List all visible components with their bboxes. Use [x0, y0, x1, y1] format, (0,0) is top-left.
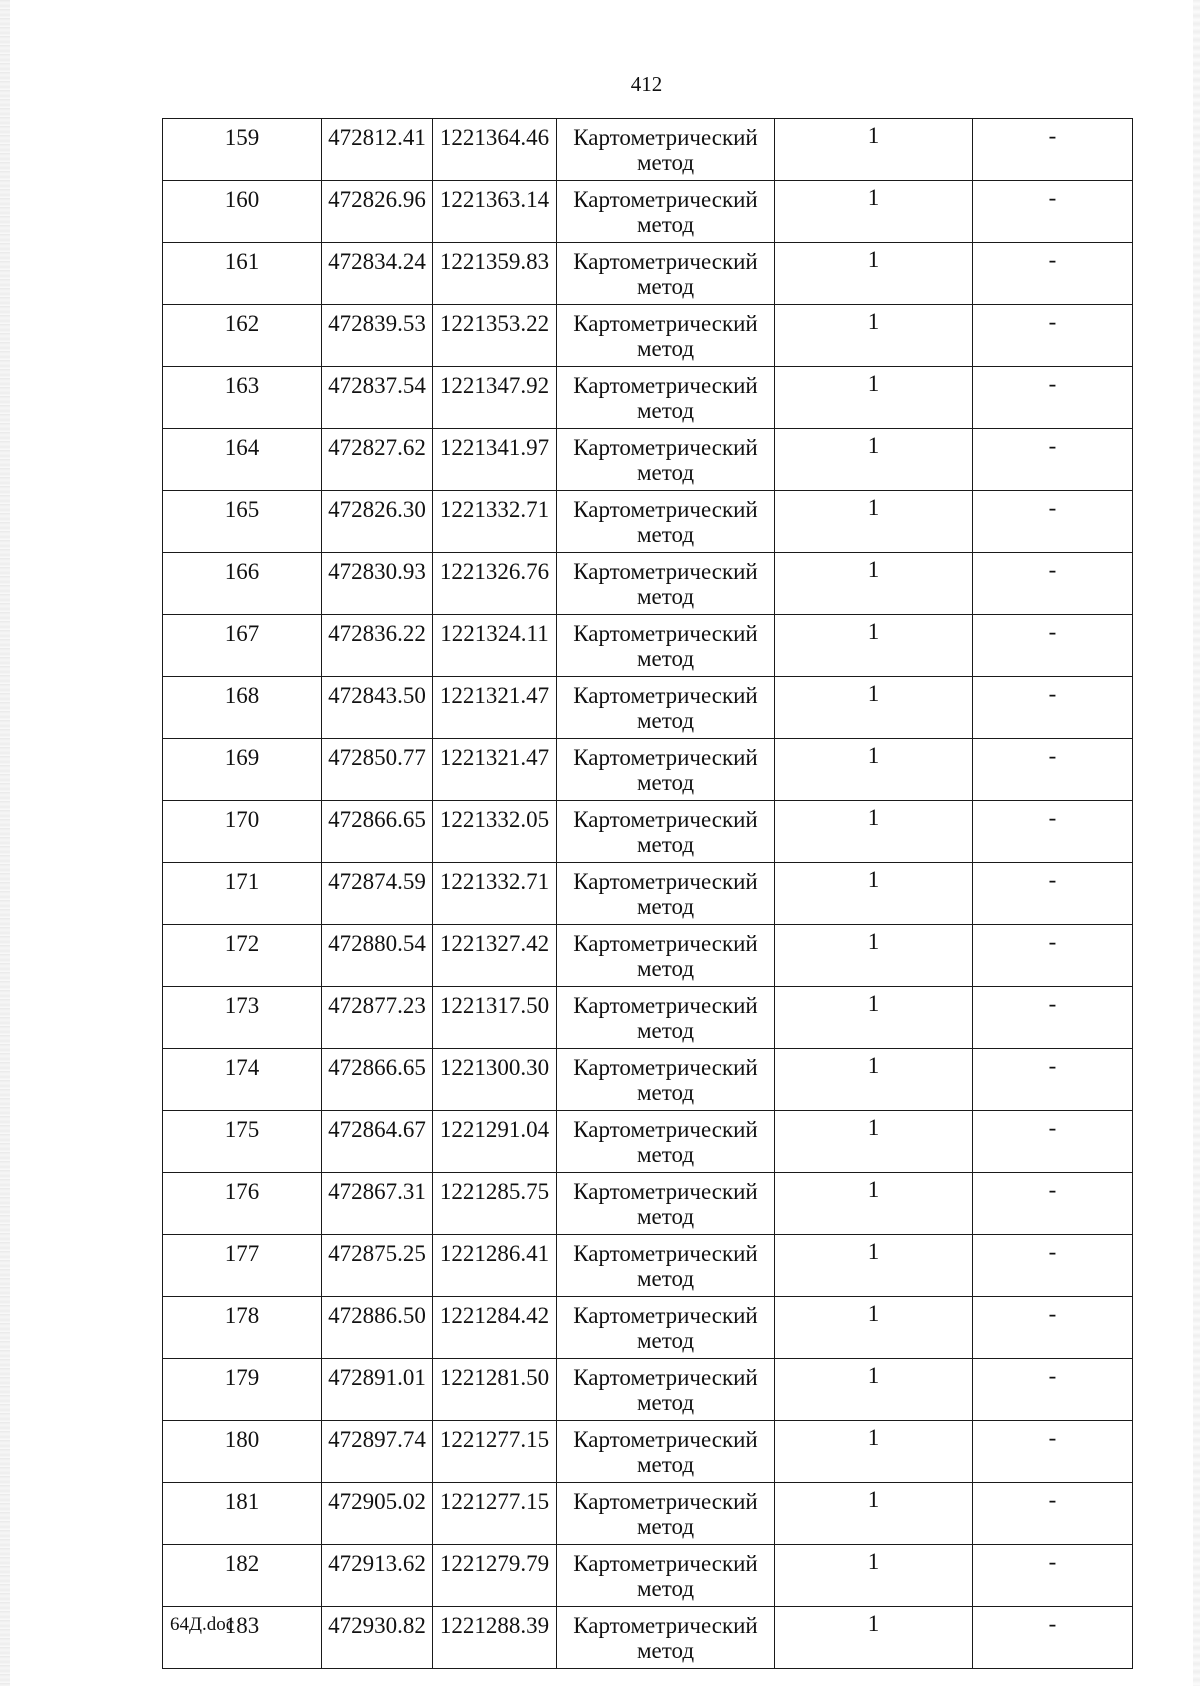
point-number-cell: 170: [163, 801, 322, 863]
y-coordinate-cell: 1221364.46: [433, 119, 557, 181]
point-number-cell: 162: [163, 305, 322, 367]
accuracy-cell: 1: [775, 119, 973, 181]
table-row: [163, 553, 1133, 615]
table-row: [163, 1297, 1133, 1359]
note-cell: -: [973, 491, 1133, 553]
point-number-cell: 183: [163, 1607, 322, 1669]
x-coordinate-cell: 472875.25: [322, 1235, 433, 1297]
x-coordinate-cell: 472866.65: [322, 801, 433, 863]
x-coordinate-cell: 472891.01: [322, 1359, 433, 1421]
table-row: [163, 863, 1133, 925]
note-cell: -: [973, 863, 1133, 925]
y-coordinate-cell: 1221317.50: [433, 987, 557, 1049]
x-coordinate-cell: 472812.41: [322, 119, 433, 181]
method-cell: Картометрический метод: [557, 119, 775, 181]
accuracy-cell: 1: [775, 1421, 973, 1483]
point-number-cell: 160: [163, 181, 322, 243]
point-number-cell: 174: [163, 1049, 322, 1111]
coordinates-table-body: [163, 119, 1133, 1669]
x-coordinate-cell: 472839.53: [322, 305, 433, 367]
page-number: 412: [630, 72, 663, 96]
note-cell: -: [973, 429, 1133, 491]
table-row: [163, 243, 1133, 305]
table-row: [163, 801, 1133, 863]
note-cell: -: [973, 1235, 1133, 1297]
table-row: [163, 181, 1133, 243]
accuracy-cell: 1: [775, 305, 973, 367]
note-cell: -: [973, 1545, 1133, 1607]
accuracy-cell: 1: [775, 615, 973, 677]
note-cell: -: [973, 1607, 1133, 1669]
x-coordinate-cell: 472880.54: [322, 925, 433, 987]
table-row: [163, 1049, 1133, 1111]
table-row: [163, 615, 1133, 677]
note-cell: -: [973, 1359, 1133, 1421]
method-cell: Картометрический метод: [557, 1111, 775, 1173]
x-coordinate-cell: 472874.59: [322, 863, 433, 925]
method-cell: Картометрический метод: [557, 739, 775, 801]
accuracy-cell: 1: [775, 739, 973, 801]
note-cell: -: [973, 367, 1133, 429]
method-cell: Картометрический метод: [557, 987, 775, 1049]
note-cell: -: [973, 801, 1133, 863]
y-coordinate-cell: 1221347.92: [433, 367, 557, 429]
table-row: [163, 1235, 1133, 1297]
point-number-cell: 175: [163, 1111, 322, 1173]
x-coordinate-cell: 472827.62: [322, 429, 433, 491]
table-row: [163, 1607, 1133, 1669]
accuracy-cell: 1: [775, 1111, 973, 1173]
note-cell: -: [973, 1173, 1133, 1235]
table-row: [163, 367, 1133, 429]
note-cell: -: [973, 1049, 1133, 1111]
note-cell: -: [973, 925, 1133, 987]
table-row: [163, 1359, 1133, 1421]
y-coordinate-cell: 1221332.05: [433, 801, 557, 863]
x-coordinate-cell: 472897.74: [322, 1421, 433, 1483]
x-coordinate-cell: 472837.54: [322, 367, 433, 429]
y-coordinate-cell: 1221321.47: [433, 739, 557, 801]
point-number-cell: 166: [163, 553, 322, 615]
accuracy-cell: 1: [775, 367, 973, 429]
accuracy-cell: 1: [775, 1297, 973, 1359]
point-number-cell: 167: [163, 615, 322, 677]
method-cell: Картометрический метод: [557, 925, 775, 987]
method-cell: Картометрический метод: [557, 1421, 775, 1483]
accuracy-cell: 1: [775, 1049, 973, 1111]
point-number-cell: 182: [163, 1545, 322, 1607]
accuracy-cell: 1: [775, 1545, 973, 1607]
note-cell: -: [973, 615, 1133, 677]
x-coordinate-cell: 472826.96: [322, 181, 433, 243]
table-row: [163, 925, 1133, 987]
note-cell: -: [973, 677, 1133, 739]
accuracy-cell: 1: [775, 429, 973, 491]
method-cell: Картометрический метод: [557, 801, 775, 863]
x-coordinate-cell: 472864.67: [322, 1111, 433, 1173]
y-coordinate-cell: 1221277.15: [433, 1421, 557, 1483]
table-row: [163, 1173, 1133, 1235]
note-cell: -: [973, 119, 1133, 181]
y-coordinate-cell: 1221285.75: [433, 1173, 557, 1235]
x-coordinate-cell: 472913.62: [322, 1545, 433, 1607]
point-number-cell: 176: [163, 1173, 322, 1235]
y-coordinate-cell: 1221288.39: [433, 1607, 557, 1669]
point-number-cell: 161: [163, 243, 322, 305]
scan-edge-right: [1193, 0, 1200, 1686]
y-coordinate-cell: 1221291.04: [433, 1111, 557, 1173]
method-cell: Картометрический метод: [557, 553, 775, 615]
method-cell: Картометрический метод: [557, 1607, 775, 1669]
note-cell: -: [973, 243, 1133, 305]
method-cell: Картометрический метод: [557, 1173, 775, 1235]
x-coordinate-cell: 472830.93: [322, 553, 433, 615]
y-coordinate-cell: 1221277.15: [433, 1483, 557, 1545]
method-cell: Картометрический метод: [557, 1297, 775, 1359]
point-number-cell: 172: [163, 925, 322, 987]
y-coordinate-cell: 1221327.42: [433, 925, 557, 987]
point-number-cell: 180: [163, 1421, 322, 1483]
point-number-cell: 171: [163, 863, 322, 925]
y-coordinate-cell: 1221359.83: [433, 243, 557, 305]
x-coordinate-cell: 472930.82: [322, 1607, 433, 1669]
accuracy-cell: 1: [775, 553, 973, 615]
y-coordinate-cell: 1221363.14: [433, 181, 557, 243]
method-cell: Картометрический метод: [557, 243, 775, 305]
table-row: [163, 429, 1133, 491]
point-number-cell: 164: [163, 429, 322, 491]
table-row: [163, 491, 1133, 553]
point-number-cell: 173: [163, 987, 322, 1049]
y-coordinate-cell: 1221324.11: [433, 615, 557, 677]
method-cell: Картометрический метод: [557, 181, 775, 243]
point-number-cell: 159: [163, 119, 322, 181]
y-coordinate-cell: 1221300.30: [433, 1049, 557, 1111]
y-coordinate-cell: 1221284.42: [433, 1297, 557, 1359]
accuracy-cell: 1: [775, 677, 973, 739]
x-coordinate-cell: 472826.30: [322, 491, 433, 553]
note-cell: -: [973, 181, 1133, 243]
y-coordinate-cell: 1221279.79: [433, 1545, 557, 1607]
method-cell: Картометрический метод: [557, 677, 775, 739]
method-cell: Картометрический метод: [557, 305, 775, 367]
x-coordinate-cell: 472834.24: [322, 243, 433, 305]
table-row: [163, 1483, 1133, 1545]
accuracy-cell: 1: [775, 1483, 973, 1545]
point-number-cell: 179: [163, 1359, 322, 1421]
y-coordinate-cell: 1221321.47: [433, 677, 557, 739]
note-cell: -: [973, 1297, 1133, 1359]
point-number-cell: 178: [163, 1297, 322, 1359]
point-number-cell: 163: [163, 367, 322, 429]
accuracy-cell: 1: [775, 801, 973, 863]
accuracy-cell: 1: [775, 925, 973, 987]
note-cell: -: [973, 1111, 1133, 1173]
footer-file-name: 64Д.doc: [170, 1614, 235, 1635]
accuracy-cell: 1: [775, 243, 973, 305]
y-coordinate-cell: 1221281.50: [433, 1359, 557, 1421]
method-cell: Картометрический метод: [557, 1235, 775, 1297]
method-cell: Картометрический метод: [557, 615, 775, 677]
table-row: [163, 1545, 1133, 1607]
note-cell: -: [973, 739, 1133, 801]
y-coordinate-cell: 1221353.22: [433, 305, 557, 367]
x-coordinate-cell: 472886.50: [322, 1297, 433, 1359]
table-row: [163, 1111, 1133, 1173]
x-coordinate-cell: 472843.50: [322, 677, 433, 739]
method-cell: Картометрический метод: [557, 367, 775, 429]
table-row: [163, 305, 1133, 367]
y-coordinate-cell: 1221332.71: [433, 863, 557, 925]
accuracy-cell: 1: [775, 1235, 973, 1297]
accuracy-cell: 1: [775, 1173, 973, 1235]
note-cell: -: [973, 305, 1133, 367]
x-coordinate-cell: 472836.22: [322, 615, 433, 677]
note-cell: -: [973, 553, 1133, 615]
accuracy-cell: 1: [775, 1359, 973, 1421]
method-cell: Картометрический метод: [557, 1545, 775, 1607]
note-cell: -: [973, 1483, 1133, 1545]
method-cell: Картометрический метод: [557, 491, 775, 553]
table-row: [163, 1421, 1133, 1483]
note-cell: -: [973, 987, 1133, 1049]
y-coordinate-cell: 1221286.41: [433, 1235, 557, 1297]
accuracy-cell: 1: [775, 181, 973, 243]
accuracy-cell: 1: [775, 491, 973, 553]
x-coordinate-cell: 472850.77: [322, 739, 433, 801]
method-cell: Картометрический метод: [557, 1049, 775, 1111]
y-coordinate-cell: 1221332.71: [433, 491, 557, 553]
method-cell: Картометрический метод: [557, 1359, 775, 1421]
x-coordinate-cell: 472866.65: [322, 1049, 433, 1111]
table-row: [163, 677, 1133, 739]
point-number-cell: 177: [163, 1235, 322, 1297]
x-coordinate-cell: 472905.02: [322, 1483, 433, 1545]
method-cell: Картометрический метод: [557, 1483, 775, 1545]
method-cell: Картометрический метод: [557, 429, 775, 491]
table-row: [163, 987, 1133, 1049]
y-coordinate-cell: 1221326.76: [433, 553, 557, 615]
method-cell: Картометрический метод: [557, 863, 775, 925]
coordinates-table: [162, 118, 1133, 1669]
table-row: [163, 739, 1133, 801]
point-number-cell: 165: [163, 491, 322, 553]
note-cell: -: [973, 1421, 1133, 1483]
x-coordinate-cell: 472867.31: [322, 1173, 433, 1235]
accuracy-cell: 1: [775, 863, 973, 925]
y-coordinate-cell: 1221341.97: [433, 429, 557, 491]
table-row: [163, 119, 1133, 181]
accuracy-cell: 1: [775, 1607, 973, 1669]
point-number-cell: 181: [163, 1483, 322, 1545]
point-number-cell: 168: [163, 677, 322, 739]
x-coordinate-cell: 472877.23: [322, 987, 433, 1049]
scan-edge-left: [0, 0, 10, 1686]
accuracy-cell: 1: [775, 987, 973, 1049]
point-number-cell: 169: [163, 739, 322, 801]
